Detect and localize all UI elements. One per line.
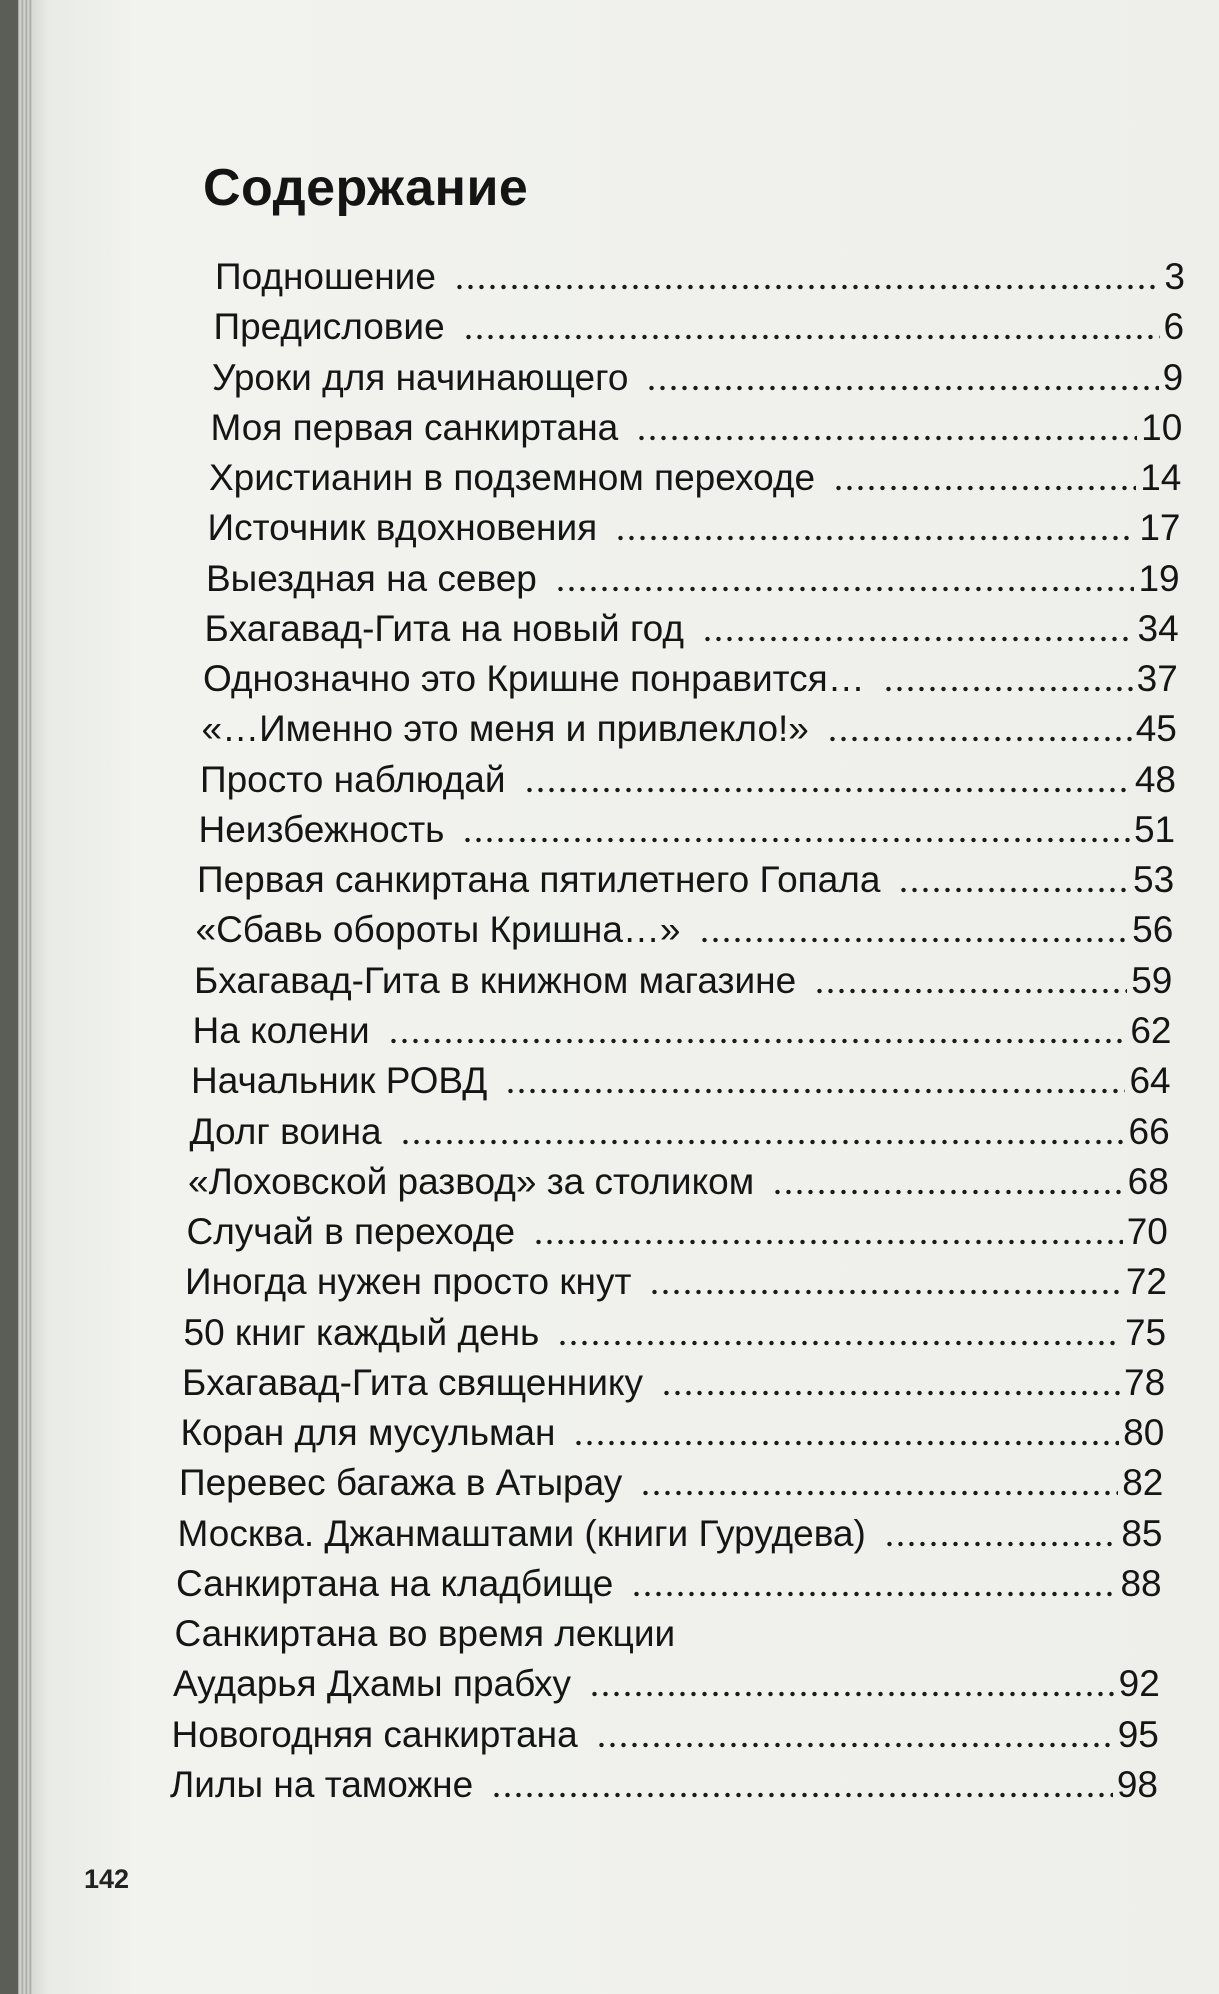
toc-entry — [205, 604, 1179, 650]
book-page — [18, 0, 1219, 1994]
toc-entry-page: 59 — [1131, 959, 1173, 1001]
toc-entry-page: 6 — [1163, 306, 1185, 348]
toc-entry-page: 48 — [1134, 758, 1176, 800]
dot-leader — [524, 786, 1131, 794]
toc-entry — [176, 1559, 1162, 1605]
toc-entry-title: Новогодняя санкиртана — [171, 1713, 578, 1755]
toc-entry-page: 51 — [1133, 808, 1176, 850]
toc-entry-page: 64 — [1129, 1060, 1171, 1102]
toc-entry-title: Источник вдохновения — [207, 507, 598, 549]
toc-entry-title: Моя первая санкиртана — [210, 406, 619, 448]
toc-entry-title: Иногда нужен просто кнут — [185, 1261, 632, 1303]
toc-entry — [206, 554, 1180, 600]
toc-entry — [187, 1207, 1168, 1253]
toc-entry-page: 70 — [1126, 1211, 1168, 1253]
toc-entry — [178, 1509, 1163, 1555]
toc-entry-title: Санкиртана на кладбище — [176, 1562, 614, 1604]
dot-leader — [596, 1741, 1114, 1749]
toc-entry-page: 14 — [1140, 457, 1182, 499]
toc-entry — [202, 704, 1177, 750]
dot-leader — [463, 333, 1160, 341]
toc-entry-page: 72 — [1125, 1261, 1167, 1303]
dot-leader — [454, 283, 1161, 291]
toc-entry-title: Москва. Джанмаштами (книги Гурудева) — [177, 1512, 866, 1554]
toc-entry-title: Коран для мусульман — [180, 1412, 556, 1454]
toc-entry-title: Аударья Дхамы прабху — [173, 1663, 572, 1705]
dot-leader — [505, 1087, 1125, 1095]
page-number: 142 — [84, 1864, 130, 1894]
toc-entry — [212, 353, 1183, 399]
dot-leader — [883, 685, 1133, 693]
dot-leader — [884, 1540, 1118, 1548]
toc-entry-title: Просто наблюдай — [200, 758, 506, 800]
toc-entry — [175, 1609, 1161, 1655]
toc-entry — [173, 1659, 1160, 1705]
toc-entry-title: Первая санкиртана пятилетнего Гопала — [197, 859, 881, 901]
toc-entry-title: Перевес багажа в Атырау — [179, 1462, 623, 1504]
dot-leader — [702, 635, 1134, 643]
toc-entry — [197, 855, 1174, 901]
toc-entry-title: Выездная на север — [206, 557, 537, 599]
toc-entry-page: 19 — [1138, 557, 1180, 599]
dot-leader — [898, 886, 1129, 894]
toc-entry-title: Бхагавад-Гита в книжном магазине — [194, 959, 797, 1001]
toc-entry — [215, 252, 1185, 298]
toc-entry-title: Начальник РОВД — [191, 1060, 488, 1102]
toc-entry-page: 85 — [1121, 1512, 1163, 1554]
toc-entry — [184, 1308, 1167, 1354]
toc-entry-title: На колени — [192, 1010, 370, 1051]
toc-entry — [172, 1710, 1159, 1756]
toc-entry — [185, 1257, 1167, 1303]
toc-entry — [203, 654, 1178, 700]
toc-entry-title: Лилы на таможне — [170, 1764, 474, 1805]
toc-entry — [191, 1056, 1171, 1102]
toc-entry-title: Бхагавад-Гита священнику — [182, 1361, 643, 1403]
toc-entry — [179, 1458, 1163, 1504]
toc-entry-title: 50 книг каждый день — [183, 1311, 540, 1353]
toc-entry — [181, 1408, 1165, 1454]
dot-leader — [589, 1690, 1115, 1698]
toc-entry-page: 75 — [1124, 1311, 1167, 1353]
toc-entry-title: «…Именно это меня и привлекло!» — [201, 708, 809, 750]
dot-leader — [640, 1489, 1118, 1497]
toc-entry — [209, 453, 1181, 499]
toc-entry-page: 56 — [1132, 909, 1174, 951]
toc-entry-page: 37 — [1136, 658, 1178, 700]
toc-entry-page: 88 — [1120, 1562, 1162, 1604]
toc-entry — [194, 956, 1172, 1002]
toc-entry — [200, 755, 1176, 801]
toc-entry-title: Уроки для начинающего — [212, 356, 629, 398]
toc-entry-title: Неизбежность — [198, 808, 445, 850]
toc-entry-page: 68 — [1127, 1160, 1169, 1202]
dot-leader — [631, 1590, 1116, 1598]
dot-leader — [636, 434, 1137, 442]
dot-leader — [462, 836, 1129, 844]
toc-entry-page: 78 — [1124, 1361, 1166, 1403]
toc-entry-title: Однозначно это Кришне понравится… — [203, 658, 865, 700]
toc-entry-page: 92 — [1118, 1663, 1160, 1705]
toc-entry — [208, 503, 1181, 549]
toc-entry-page: 66 — [1128, 1110, 1170, 1152]
dot-leader — [400, 1138, 1125, 1146]
toc-entry-page: 62 — [1130, 1010, 1172, 1051]
toc-entry-title: Случай в переходе — [186, 1211, 516, 1253]
toc-entry-title: Предисловие — [213, 306, 445, 348]
toc-entry — [214, 302, 1185, 348]
toc-entry-page: 3 — [1164, 256, 1185, 297]
toc-entry-title: «Сбавь обороты Кришна…» — [195, 909, 681, 951]
dot-leader — [388, 1037, 1127, 1045]
toc-entry — [211, 403, 1183, 449]
dot-leader — [646, 384, 1158, 392]
toc-entry-page: 80 — [1123, 1412, 1165, 1454]
toc-entry-page: 9 — [1162, 356, 1184, 398]
toc-entry — [199, 805, 1176, 851]
toc-entry — [170, 1760, 1158, 1806]
dot-leader — [833, 484, 1136, 492]
toc-entry — [182, 1358, 1165, 1404]
dot-leader — [491, 1791, 1113, 1799]
dot-leader — [649, 1288, 1121, 1296]
toc-entry-page: 45 — [1135, 708, 1177, 750]
toc-entry — [188, 1157, 1169, 1203]
toc-entry-page: 17 — [1139, 507, 1181, 549]
toc-entry — [190, 1107, 1170, 1153]
toc-entry-page: 82 — [1122, 1462, 1164, 1504]
toc-entry-title: Долг воина — [189, 1110, 382, 1152]
toc-entry-title: Христианин в подземном переходе — [209, 457, 816, 499]
toc-entry-page: 34 — [1137, 607, 1179, 649]
dot-leader — [699, 936, 1129, 944]
dot-leader — [661, 1389, 1120, 1397]
dot-leader — [772, 1188, 1123, 1196]
dot-leader — [557, 1339, 1121, 1347]
dot-leader — [573, 1439, 1119, 1447]
dot-leader — [533, 1238, 1123, 1246]
toc-entry-page: 10 — [1141, 406, 1183, 448]
toc-entry-title: Бхагавад-Гита на новый год — [204, 607, 684, 649]
toc-entry-page: 95 — [1117, 1713, 1159, 1755]
dot-leader — [555, 585, 1135, 593]
toc-entry-page: 98 — [1116, 1764, 1158, 1805]
table-of-contents — [18, 0, 1219, 1994]
toc-entry-title: «Лоховской развод» за столиком — [188, 1160, 755, 1202]
toc-entry-title: Санкиртана во время лекции — [174, 1613, 676, 1655]
toc-entry-title: Подношение — [215, 256, 436, 297]
dot-leader — [827, 735, 1132, 743]
dot-leader — [615, 534, 1135, 542]
toc-entry — [196, 905, 1174, 951]
page-title: Содержание — [203, 159, 529, 217]
dot-leader — [814, 987, 1127, 995]
toc-entry-page: 53 — [1133, 859, 1175, 901]
toc-entry — [193, 1006, 1172, 1052]
